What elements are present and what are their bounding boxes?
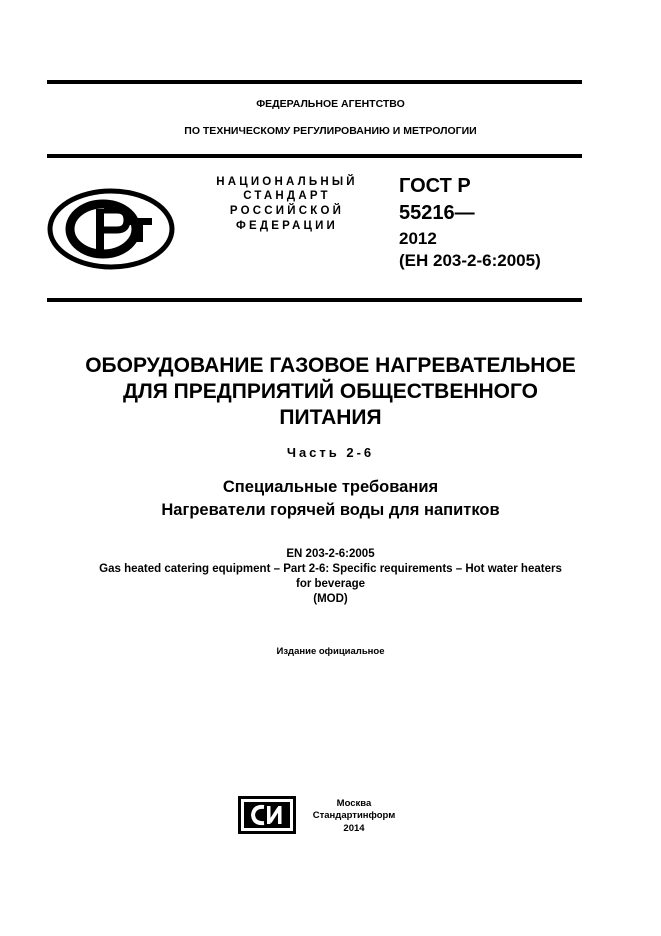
publisher-name: Стандартинформ — [312, 810, 396, 821]
publisher-year: 2014 — [343, 823, 365, 834]
gost-year: 2012 — [399, 229, 437, 248]
part-number: Часть 2-6 — [286, 445, 375, 460]
national-standard-line-3: РОССИЙСКОЙ — [229, 205, 345, 217]
agency-line-1: ФЕДЕРАЛЬНОЕ АГЕНТСТВО — [256, 98, 405, 110]
edition-label: Издание официальное — [276, 646, 385, 657]
en-title-line-1: Gas heated catering equipment – Part 2-6: Specific requirements – Hot water heaters — [99, 563, 562, 575]
header-bottom-rule — [47, 298, 582, 302]
gost-number: 55216— — [399, 202, 475, 224]
gost-en-equivalent: (ЕН 203-2-6:2005) — [399, 251, 541, 270]
title-line-2: ДЛЯ ПРЕДПРИЯТИЙ ОБЩЕСТВЕННОГО — [123, 380, 538, 403]
agency-line-2: ПО ТЕХНИЧЕСКОМУ РЕГУЛИРОВАНИЮ И МЕТРОЛОГИИ — [184, 125, 477, 137]
en-title-line-2: for beverage — [295, 578, 366, 590]
subtitle-line-1: Специальные требования — [222, 478, 439, 496]
rst-certification-mark-icon — [47, 188, 175, 270]
header-rule — [47, 154, 582, 158]
title-line-3: ПИТАНИЯ — [279, 406, 382, 429]
standartinform-logo-icon — [238, 796, 296, 834]
publisher-city: Москва — [336, 798, 372, 809]
gost-label: ГОСТ Р — [399, 175, 471, 197]
title-line-1: ОБОРУДОВАНИЕ ГАЗОВОЕ НАГРЕВАТЕЛЬНОЕ — [85, 354, 576, 377]
en-code: EN 203-2-6:2005 — [286, 548, 375, 560]
subtitle-line-2: Нагреватели горячей воды для напитков — [161, 501, 500, 519]
en-modification: (MOD) — [313, 593, 348, 605]
national-standard-line-2: СТАНДАРТ — [243, 190, 331, 202]
national-standard-line-4: ФЕДЕРАЦИИ — [235, 220, 339, 232]
top-rule — [47, 80, 582, 84]
national-standard-line-1: НАЦИОНАЛЬНЫЙ — [216, 176, 358, 188]
